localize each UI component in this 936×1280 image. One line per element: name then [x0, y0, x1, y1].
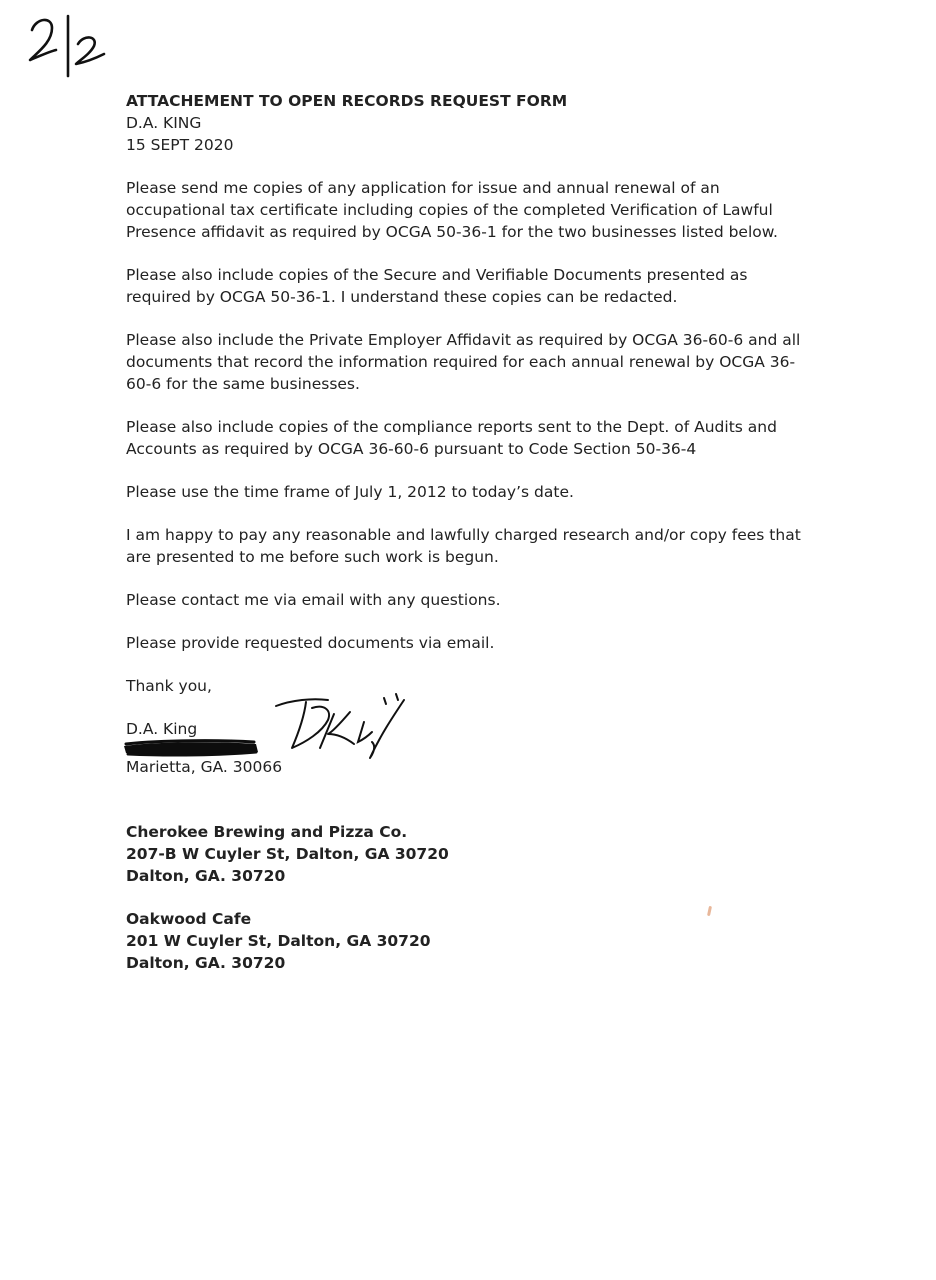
letter-body — [126, 90, 816, 974]
signer-name: D.A. King — [126, 720, 198, 738]
paragraph-fees: I am happy to pay any reasonable and lawfully charged research and/or copy fees that are presented to me before such work is begun. — [126, 526, 801, 566]
document-title: ATTACHEMENT TO OPEN RECORDS REQUEST FORM — [126, 92, 568, 110]
author-name: D.A. KING — [126, 114, 202, 132]
business-name: Cherokee Brewing and Pizza Co. — [126, 823, 408, 841]
redaction-mark — [126, 740, 262, 756]
paragraph-delivery: Please provide requested documents via email. — [126, 634, 495, 652]
business-city: Dalton, GA. 30720 — [126, 954, 286, 972]
business-address: 207-B W Cuyler St, Dalton, GA 30720 — [126, 845, 449, 863]
signer-city: Marietta, GA. 30066 — [126, 758, 283, 776]
paragraph-employer-affidavit: Please also include the Private Employer Affidavit as required by OCGA 36-60-6 and all documents that record the information required for each annual renewal by OCGA 36-60-6 for the same businesses. — [126, 331, 801, 393]
business-address: 201 W Cuyler St, Dalton, GA 30720 — [126, 932, 431, 950]
paragraph-compliance-reports: Please also include copies of the compliance reports sent to the Dept. of Audits and Accounts as required by OCGA 36-60-6 pursuant to Code Section 50-36-4 — [126, 418, 777, 458]
business-name: Oakwood Cafe — [126, 910, 252, 928]
paragraph-secure-documents: Please also include copies of the Secure and Verifiable Documents presented as required by OCGA 50-36-1. I understand these copies can be redacted. — [126, 266, 748, 306]
paragraph-time-frame: Please use the time frame of July 1, 2012 to today’s date. — [126, 483, 574, 501]
handwritten-page-mark — [18, 8, 118, 86]
paragraph-contact: Please contact me via email with any questions. — [126, 591, 501, 609]
business-block-1 — [126, 821, 816, 887]
business-city: Dalton, GA. 30720 — [126, 867, 286, 885]
business-block-2 — [126, 908, 816, 974]
paragraph-request-certificates: Please send me copies of any application for issue and annual renewal of an occupational tax certificate including copies of the completed Verification of Lawful Presence affidavit as required by OCGA 50-36-1 for the two businesses listed below. — [126, 179, 778, 241]
letter-date: 15 SEPT 2020 — [126, 136, 234, 154]
closing: Thank you, — [126, 677, 212, 695]
signature-block — [126, 718, 816, 778]
